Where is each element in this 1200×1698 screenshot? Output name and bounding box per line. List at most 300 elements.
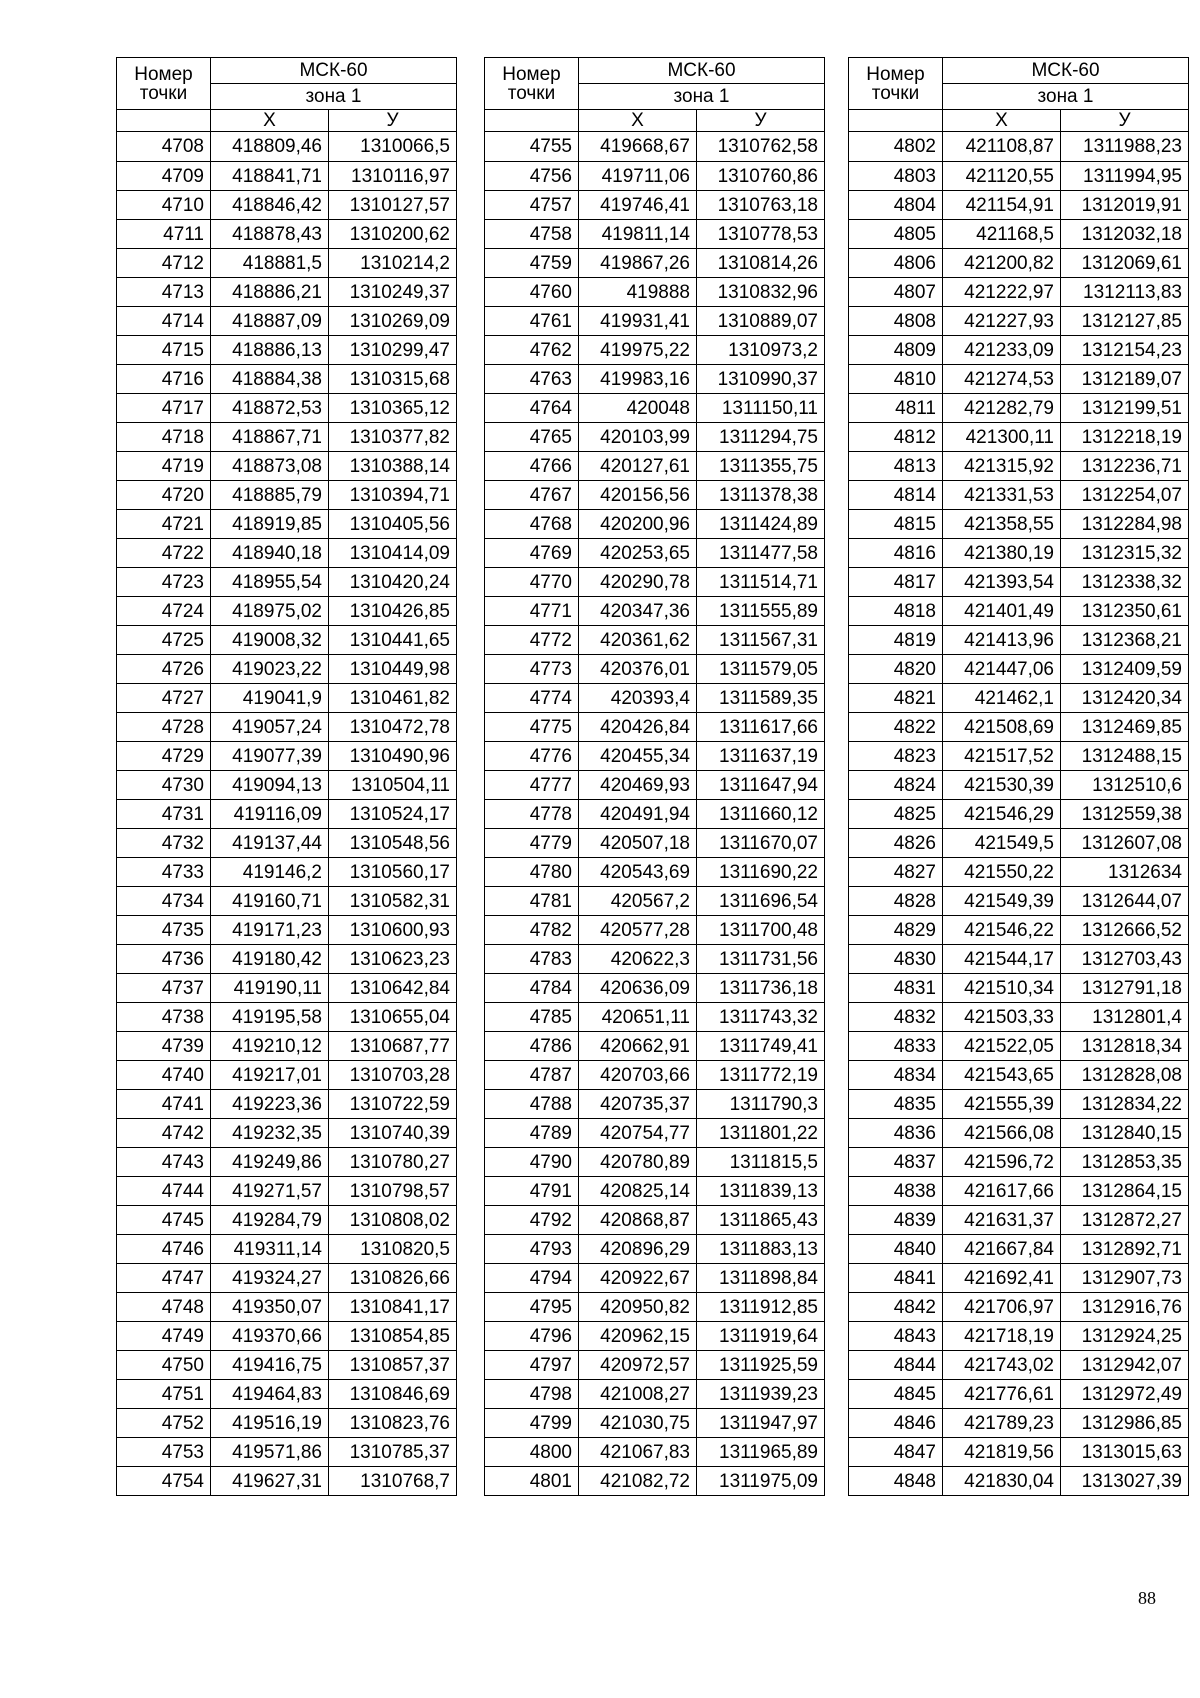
y-coordinate-cell: 1310582,31 bbox=[329, 887, 457, 916]
table-row bbox=[117, 220, 457, 249]
y-coordinate-cell: 1312666,52 bbox=[1061, 916, 1189, 945]
x-coordinate-cell: 418885,79 bbox=[211, 481, 329, 510]
point-number-cell: 4735 bbox=[117, 916, 211, 945]
point-number-cell: 4795 bbox=[485, 1293, 579, 1322]
y-coordinate-cell: 1310490,96 bbox=[329, 742, 457, 771]
y-coordinate-cell: 1312986,85 bbox=[1061, 1409, 1189, 1438]
point-number-cell: 4801 bbox=[485, 1467, 579, 1496]
x-coordinate-cell: 419516,19 bbox=[211, 1409, 329, 1438]
table-row bbox=[849, 1380, 1189, 1409]
y-coordinate-cell: 1310785,37 bbox=[329, 1438, 457, 1467]
y-coordinate-cell: 1311378,38 bbox=[697, 481, 825, 510]
point-number-cell: 4807 bbox=[849, 278, 943, 307]
header-y: У bbox=[1061, 110, 1189, 132]
x-coordinate-cell: 421168,5 bbox=[943, 220, 1061, 249]
table-row bbox=[849, 1409, 1189, 1438]
y-coordinate-cell: 1312315,32 bbox=[1061, 539, 1189, 568]
y-coordinate-cell: 1310365,12 bbox=[329, 394, 457, 423]
point-number-cell: 4743 bbox=[117, 1148, 211, 1177]
y-coordinate-cell: 1311939,23 bbox=[697, 1380, 825, 1409]
table-row bbox=[117, 191, 457, 220]
coordinates-table-3 bbox=[848, 57, 1189, 1496]
y-coordinate-cell: 1310740,39 bbox=[329, 1119, 457, 1148]
table-row bbox=[117, 684, 457, 713]
point-number-cell: 4812 bbox=[849, 423, 943, 452]
table-row bbox=[485, 539, 825, 568]
table-row bbox=[849, 916, 1189, 945]
table-row bbox=[849, 1264, 1189, 1293]
y-coordinate-cell: 1311589,35 bbox=[697, 684, 825, 713]
x-coordinate-cell: 421030,75 bbox=[579, 1409, 697, 1438]
x-coordinate-cell: 421743,02 bbox=[943, 1351, 1061, 1380]
point-number-cell: 4763 bbox=[485, 365, 579, 394]
point-number-cell: 4738 bbox=[117, 1003, 211, 1032]
point-number-cell: 4710 bbox=[117, 191, 211, 220]
table-row bbox=[485, 278, 825, 307]
x-coordinate-cell: 419746,41 bbox=[579, 191, 697, 220]
point-number-cell: 4745 bbox=[117, 1206, 211, 1235]
point-number-cell: 4722 bbox=[117, 539, 211, 568]
x-coordinate-cell: 419180,42 bbox=[211, 945, 329, 974]
x-coordinate-cell: 421819,56 bbox=[943, 1438, 1061, 1467]
x-coordinate-cell: 420507,18 bbox=[579, 829, 697, 858]
table-row bbox=[117, 655, 457, 684]
table-row bbox=[485, 249, 825, 278]
point-number-cell: 4799 bbox=[485, 1409, 579, 1438]
point-number-cell: 4771 bbox=[485, 597, 579, 626]
x-coordinate-cell: 420376,01 bbox=[579, 655, 697, 684]
header-point-number: Номер точки bbox=[117, 58, 211, 110]
y-coordinate-cell: 1310269,09 bbox=[329, 307, 457, 336]
y-coordinate-cell: 1312791,18 bbox=[1061, 974, 1189, 1003]
x-coordinate-cell: 419324,27 bbox=[211, 1264, 329, 1293]
y-coordinate-cell: 1312019,91 bbox=[1061, 191, 1189, 220]
table-row bbox=[849, 481, 1189, 510]
point-number-cell: 4825 bbox=[849, 800, 943, 829]
table-row bbox=[485, 191, 825, 220]
point-number-cell: 4739 bbox=[117, 1032, 211, 1061]
point-number-cell: 4732 bbox=[117, 829, 211, 858]
y-coordinate-cell: 1312801,4 bbox=[1061, 1003, 1189, 1032]
point-number-cell: 4753 bbox=[117, 1438, 211, 1467]
point-number-cell: 4751 bbox=[117, 1380, 211, 1409]
y-coordinate-cell: 1312818,34 bbox=[1061, 1032, 1189, 1061]
y-coordinate-cell: 1310798,57 bbox=[329, 1177, 457, 1206]
table-row bbox=[849, 1119, 1189, 1148]
y-coordinate-cell: 1312236,71 bbox=[1061, 452, 1189, 481]
y-coordinate-cell: 1311567,31 bbox=[697, 626, 825, 655]
y-coordinate-cell: 1310642,84 bbox=[329, 974, 457, 1003]
y-coordinate-cell: 1311790,3 bbox=[697, 1090, 825, 1119]
y-coordinate-cell: 1310449,98 bbox=[329, 655, 457, 684]
y-coordinate-cell: 1311749,41 bbox=[697, 1032, 825, 1061]
y-coordinate-cell: 1310299,47 bbox=[329, 336, 457, 365]
y-coordinate-cell: 1311736,18 bbox=[697, 974, 825, 1003]
table-row bbox=[849, 1177, 1189, 1206]
page-number: 88 bbox=[1138, 1588, 1156, 1608]
header-x: Х bbox=[943, 110, 1061, 132]
table-row bbox=[117, 916, 457, 945]
table-row bbox=[485, 132, 825, 162]
x-coordinate-cell: 419137,44 bbox=[211, 829, 329, 858]
y-coordinate-cell: 1312510,6 bbox=[1061, 771, 1189, 800]
y-coordinate-cell: 1311355,75 bbox=[697, 452, 825, 481]
x-coordinate-cell: 421718,19 bbox=[943, 1322, 1061, 1351]
x-coordinate-cell: 419668,67 bbox=[579, 132, 697, 162]
x-coordinate-cell: 421522,05 bbox=[943, 1032, 1061, 1061]
y-coordinate-cell: 1310377,82 bbox=[329, 423, 457, 452]
x-coordinate-cell: 420703,66 bbox=[579, 1061, 697, 1090]
x-coordinate-cell: 421555,39 bbox=[943, 1090, 1061, 1119]
point-number-cell: 4817 bbox=[849, 568, 943, 597]
x-coordinate-cell: 420200,96 bbox=[579, 510, 697, 539]
table-row bbox=[849, 1467, 1189, 1496]
y-coordinate-cell: 1311839,13 bbox=[697, 1177, 825, 1206]
point-number-cell: 4756 bbox=[485, 162, 579, 191]
y-coordinate-cell: 1312218,19 bbox=[1061, 423, 1189, 452]
point-number-cell: 4792 bbox=[485, 1206, 579, 1235]
x-coordinate-cell: 421667,84 bbox=[943, 1235, 1061, 1264]
x-coordinate-cell: 421510,34 bbox=[943, 974, 1061, 1003]
x-coordinate-cell: 421543,65 bbox=[943, 1061, 1061, 1090]
y-coordinate-cell: 1310703,28 bbox=[329, 1061, 457, 1090]
point-number-cell: 4847 bbox=[849, 1438, 943, 1467]
table-row bbox=[485, 742, 825, 771]
point-number-cell: 4766 bbox=[485, 452, 579, 481]
y-coordinate-cell: 1312634 bbox=[1061, 858, 1189, 887]
x-coordinate-cell: 421358,55 bbox=[943, 510, 1061, 539]
y-coordinate-cell: 1311424,89 bbox=[697, 510, 825, 539]
table-row bbox=[849, 539, 1189, 568]
x-coordinate-cell: 420651,11 bbox=[579, 1003, 697, 1032]
point-number-cell: 4776 bbox=[485, 742, 579, 771]
y-coordinate-cell: 1311743,32 bbox=[697, 1003, 825, 1032]
point-number-cell: 4828 bbox=[849, 887, 943, 916]
y-coordinate-cell: 1310722,59 bbox=[329, 1090, 457, 1119]
y-coordinate-cell: 1312892,71 bbox=[1061, 1235, 1189, 1264]
table-row bbox=[849, 1293, 1189, 1322]
table-row bbox=[849, 1206, 1189, 1235]
x-coordinate-cell: 418919,85 bbox=[211, 510, 329, 539]
point-number-cell: 4819 bbox=[849, 626, 943, 655]
y-coordinate-cell: 1312907,73 bbox=[1061, 1264, 1189, 1293]
point-number-cell: 4798 bbox=[485, 1380, 579, 1409]
point-number-cell: 4834 bbox=[849, 1061, 943, 1090]
x-coordinate-cell: 419146,2 bbox=[211, 858, 329, 887]
point-number-cell: 4781 bbox=[485, 887, 579, 916]
point-number-cell: 4758 bbox=[485, 220, 579, 249]
x-coordinate-cell: 419223,36 bbox=[211, 1090, 329, 1119]
y-coordinate-cell: 1310394,71 bbox=[329, 481, 457, 510]
point-number-cell: 4826 bbox=[849, 829, 943, 858]
y-coordinate-cell: 1310420,24 bbox=[329, 568, 457, 597]
x-coordinate-cell: 419464,83 bbox=[211, 1380, 329, 1409]
coordinates-table-1 bbox=[116, 57, 457, 1496]
point-number-cell: 4769 bbox=[485, 539, 579, 568]
x-coordinate-cell: 419627,31 bbox=[211, 1467, 329, 1496]
x-coordinate-cell: 419041,9 bbox=[211, 684, 329, 713]
x-coordinate-cell: 421546,22 bbox=[943, 916, 1061, 945]
y-coordinate-cell: 1310846,69 bbox=[329, 1380, 457, 1409]
y-coordinate-cell: 1311660,12 bbox=[697, 800, 825, 829]
point-number-cell: 4712 bbox=[117, 249, 211, 278]
table-row bbox=[117, 1032, 457, 1061]
point-number-cell: 4788 bbox=[485, 1090, 579, 1119]
table-row bbox=[117, 1264, 457, 1293]
point-number-cell: 4782 bbox=[485, 916, 579, 945]
point-number-cell: 4836 bbox=[849, 1119, 943, 1148]
table-row bbox=[849, 365, 1189, 394]
point-number-cell: 4725 bbox=[117, 626, 211, 655]
point-number-cell: 4845 bbox=[849, 1380, 943, 1409]
table-row bbox=[849, 394, 1189, 423]
table-row bbox=[849, 1322, 1189, 1351]
x-coordinate-cell: 421706,97 bbox=[943, 1293, 1061, 1322]
y-coordinate-cell: 1310768,7 bbox=[329, 1467, 457, 1496]
table-row bbox=[117, 249, 457, 278]
x-coordinate-cell: 419284,79 bbox=[211, 1206, 329, 1235]
x-coordinate-cell: 419023,22 bbox=[211, 655, 329, 684]
table-row bbox=[117, 1438, 457, 1467]
table-row bbox=[117, 481, 457, 510]
point-number-cell: 4752 bbox=[117, 1409, 211, 1438]
y-coordinate-cell: 1310461,82 bbox=[329, 684, 457, 713]
header-x: Х bbox=[579, 110, 697, 132]
x-coordinate-cell: 419311,14 bbox=[211, 1235, 329, 1264]
point-number-cell: 4837 bbox=[849, 1148, 943, 1177]
y-coordinate-cell: 1312607,08 bbox=[1061, 829, 1189, 858]
y-coordinate-cell: 1311617,66 bbox=[697, 713, 825, 742]
point-number-cell: 4777 bbox=[485, 771, 579, 800]
point-number-cell: 4778 bbox=[485, 800, 579, 829]
x-coordinate-cell: 419210,12 bbox=[211, 1032, 329, 1061]
table-row bbox=[485, 1177, 825, 1206]
point-number-cell: 4803 bbox=[849, 162, 943, 191]
y-coordinate-cell: 1310826,66 bbox=[329, 1264, 457, 1293]
y-coordinate-cell: 1312559,38 bbox=[1061, 800, 1189, 829]
table-row bbox=[849, 597, 1189, 626]
table-row bbox=[849, 626, 1189, 655]
point-number-cell: 4724 bbox=[117, 597, 211, 626]
y-coordinate-cell: 1312840,15 bbox=[1061, 1119, 1189, 1148]
table-row bbox=[849, 1003, 1189, 1032]
y-coordinate-cell: 1310841,17 bbox=[329, 1293, 457, 1322]
x-coordinate-cell: 421596,72 bbox=[943, 1148, 1061, 1177]
table-row bbox=[117, 858, 457, 887]
y-coordinate-cell: 1311912,85 bbox=[697, 1293, 825, 1322]
y-coordinate-cell: 1312644,07 bbox=[1061, 887, 1189, 916]
table-row bbox=[849, 684, 1189, 713]
table-row bbox=[117, 1467, 457, 1496]
x-coordinate-cell: 421447,06 bbox=[943, 655, 1061, 684]
table-row bbox=[117, 452, 457, 481]
point-number-cell: 4737 bbox=[117, 974, 211, 1003]
table-row bbox=[849, 1438, 1189, 1467]
table-row bbox=[485, 887, 825, 916]
y-coordinate-cell: 1310990,37 bbox=[697, 365, 825, 394]
x-coordinate-cell: 421549,39 bbox=[943, 887, 1061, 916]
y-coordinate-cell: 1312853,35 bbox=[1061, 1148, 1189, 1177]
table-row bbox=[849, 858, 1189, 887]
table-row bbox=[117, 829, 457, 858]
x-coordinate-cell: 420567,2 bbox=[579, 887, 697, 916]
point-number-cell: 4744 bbox=[117, 1177, 211, 1206]
point-number-cell: 4761 bbox=[485, 307, 579, 336]
x-coordinate-cell: 421380,19 bbox=[943, 539, 1061, 568]
header-blank bbox=[485, 110, 579, 132]
table-row bbox=[485, 481, 825, 510]
table-row bbox=[849, 278, 1189, 307]
x-coordinate-cell: 420896,29 bbox=[579, 1235, 697, 1264]
table-row bbox=[117, 1409, 457, 1438]
point-number-cell: 4822 bbox=[849, 713, 943, 742]
x-coordinate-cell: 421222,97 bbox=[943, 278, 1061, 307]
point-number-cell: 4715 bbox=[117, 336, 211, 365]
y-coordinate-cell: 1311647,94 bbox=[697, 771, 825, 800]
x-coordinate-cell: 419077,39 bbox=[211, 742, 329, 771]
x-coordinate-cell: 419888 bbox=[579, 278, 697, 307]
table-row bbox=[117, 1061, 457, 1090]
x-coordinate-cell: 420426,84 bbox=[579, 713, 697, 742]
point-number-cell: 4768 bbox=[485, 510, 579, 539]
x-coordinate-cell: 419867,26 bbox=[579, 249, 697, 278]
point-number-cell: 4717 bbox=[117, 394, 211, 423]
point-number-cell: 4804 bbox=[849, 191, 943, 220]
x-coordinate-cell: 419249,86 bbox=[211, 1148, 329, 1177]
x-coordinate-cell: 421413,96 bbox=[943, 626, 1061, 655]
y-coordinate-cell: 1312189,07 bbox=[1061, 365, 1189, 394]
y-coordinate-cell: 1310832,96 bbox=[697, 278, 825, 307]
y-coordinate-cell: 1310548,56 bbox=[329, 829, 457, 858]
y-coordinate-cell: 1310655,04 bbox=[329, 1003, 457, 1032]
x-coordinate-cell: 421108,87 bbox=[943, 132, 1061, 162]
x-coordinate-cell: 420290,78 bbox=[579, 568, 697, 597]
y-coordinate-cell: 1310600,93 bbox=[329, 916, 457, 945]
x-coordinate-cell: 419057,24 bbox=[211, 713, 329, 742]
point-number-cell: 4794 bbox=[485, 1264, 579, 1293]
point-number-cell: 4709 bbox=[117, 162, 211, 191]
point-number-cell: 4786 bbox=[485, 1032, 579, 1061]
table-row bbox=[117, 394, 457, 423]
point-number-cell: 4713 bbox=[117, 278, 211, 307]
x-coordinate-cell: 418881,5 bbox=[211, 249, 329, 278]
point-number-cell: 4764 bbox=[485, 394, 579, 423]
point-number-cell: 4796 bbox=[485, 1322, 579, 1351]
x-coordinate-cell: 420622,3 bbox=[579, 945, 697, 974]
y-coordinate-cell: 1310214,2 bbox=[329, 249, 457, 278]
y-coordinate-cell: 1312199,51 bbox=[1061, 394, 1189, 423]
coordinates-table-2 bbox=[484, 57, 825, 1496]
x-coordinate-cell: 421154,91 bbox=[943, 191, 1061, 220]
point-number-cell: 4814 bbox=[849, 481, 943, 510]
x-coordinate-cell: 418878,43 bbox=[211, 220, 329, 249]
point-number-cell: 4723 bbox=[117, 568, 211, 597]
y-coordinate-cell: 1312284,98 bbox=[1061, 510, 1189, 539]
table-row bbox=[849, 132, 1189, 162]
point-number-cell: 4729 bbox=[117, 742, 211, 771]
table-row bbox=[849, 1351, 1189, 1380]
table-row bbox=[117, 626, 457, 655]
x-coordinate-cell: 420662,91 bbox=[579, 1032, 697, 1061]
x-coordinate-cell: 421530,39 bbox=[943, 771, 1061, 800]
table-row bbox=[849, 1032, 1189, 1061]
table-row bbox=[849, 974, 1189, 1003]
table-row bbox=[485, 1206, 825, 1235]
y-coordinate-cell: 1312942,07 bbox=[1061, 1351, 1189, 1380]
table-row bbox=[849, 423, 1189, 452]
table-row bbox=[117, 365, 457, 394]
y-coordinate-cell: 1312828,08 bbox=[1061, 1061, 1189, 1090]
point-number-cell: 4811 bbox=[849, 394, 943, 423]
table-row bbox=[117, 771, 457, 800]
y-coordinate-cell: 1312488,15 bbox=[1061, 742, 1189, 771]
y-coordinate-cell: 1310687,77 bbox=[329, 1032, 457, 1061]
table-row bbox=[485, 945, 825, 974]
x-coordinate-cell: 418884,38 bbox=[211, 365, 329, 394]
x-coordinate-cell: 418940,18 bbox=[211, 539, 329, 568]
y-coordinate-cell: 1312916,76 bbox=[1061, 1293, 1189, 1322]
point-number-cell: 4840 bbox=[849, 1235, 943, 1264]
y-coordinate-cell: 1310623,23 bbox=[329, 945, 457, 974]
x-coordinate-cell: 421082,72 bbox=[579, 1467, 697, 1496]
x-coordinate-cell: 418975,02 bbox=[211, 597, 329, 626]
x-coordinate-cell: 421544,17 bbox=[943, 945, 1061, 974]
y-coordinate-cell: 1312032,18 bbox=[1061, 220, 1189, 249]
table-row bbox=[849, 800, 1189, 829]
y-coordinate-cell: 1311690,22 bbox=[697, 858, 825, 887]
table-row bbox=[117, 1090, 457, 1119]
y-coordinate-cell: 1311815,5 bbox=[697, 1148, 825, 1177]
x-coordinate-cell: 421517,52 bbox=[943, 742, 1061, 771]
point-number-cell: 4726 bbox=[117, 655, 211, 684]
x-coordinate-cell: 418841,71 bbox=[211, 162, 329, 191]
point-number-cell: 4755 bbox=[485, 132, 579, 162]
table-row bbox=[117, 1235, 457, 1264]
x-coordinate-cell: 418887,09 bbox=[211, 307, 329, 336]
x-coordinate-cell: 419711,06 bbox=[579, 162, 697, 191]
y-coordinate-cell: 1312864,15 bbox=[1061, 1177, 1189, 1206]
x-coordinate-cell: 421462,1 bbox=[943, 684, 1061, 713]
point-number-cell: 4832 bbox=[849, 1003, 943, 1032]
point-number-cell: 4708 bbox=[117, 132, 211, 162]
y-coordinate-cell: 1312872,27 bbox=[1061, 1206, 1189, 1235]
point-number-cell: 4821 bbox=[849, 684, 943, 713]
point-number-cell: 4714 bbox=[117, 307, 211, 336]
x-coordinate-cell: 420455,34 bbox=[579, 742, 697, 771]
x-coordinate-cell: 419350,07 bbox=[211, 1293, 329, 1322]
table-row bbox=[849, 887, 1189, 916]
x-coordinate-cell: 420868,87 bbox=[579, 1206, 697, 1235]
point-number-cell: 4810 bbox=[849, 365, 943, 394]
point-number-cell: 4719 bbox=[117, 452, 211, 481]
table-row bbox=[485, 626, 825, 655]
y-coordinate-cell: 1311883,13 bbox=[697, 1235, 825, 1264]
y-coordinate-cell: 1312069,61 bbox=[1061, 249, 1189, 278]
table-row bbox=[117, 974, 457, 1003]
table-row bbox=[117, 162, 457, 191]
x-coordinate-cell: 420735,37 bbox=[579, 1090, 697, 1119]
x-coordinate-cell: 418867,71 bbox=[211, 423, 329, 452]
y-coordinate-cell: 1311994,95 bbox=[1061, 162, 1189, 191]
table-row bbox=[485, 597, 825, 626]
table-row bbox=[849, 510, 1189, 539]
x-coordinate-cell: 418955,54 bbox=[211, 568, 329, 597]
point-number-cell: 4746 bbox=[117, 1235, 211, 1264]
point-number-cell: 4762 bbox=[485, 336, 579, 365]
x-coordinate-cell: 421233,09 bbox=[943, 336, 1061, 365]
y-coordinate-cell: 1310889,07 bbox=[697, 307, 825, 336]
point-number-cell: 4779 bbox=[485, 829, 579, 858]
